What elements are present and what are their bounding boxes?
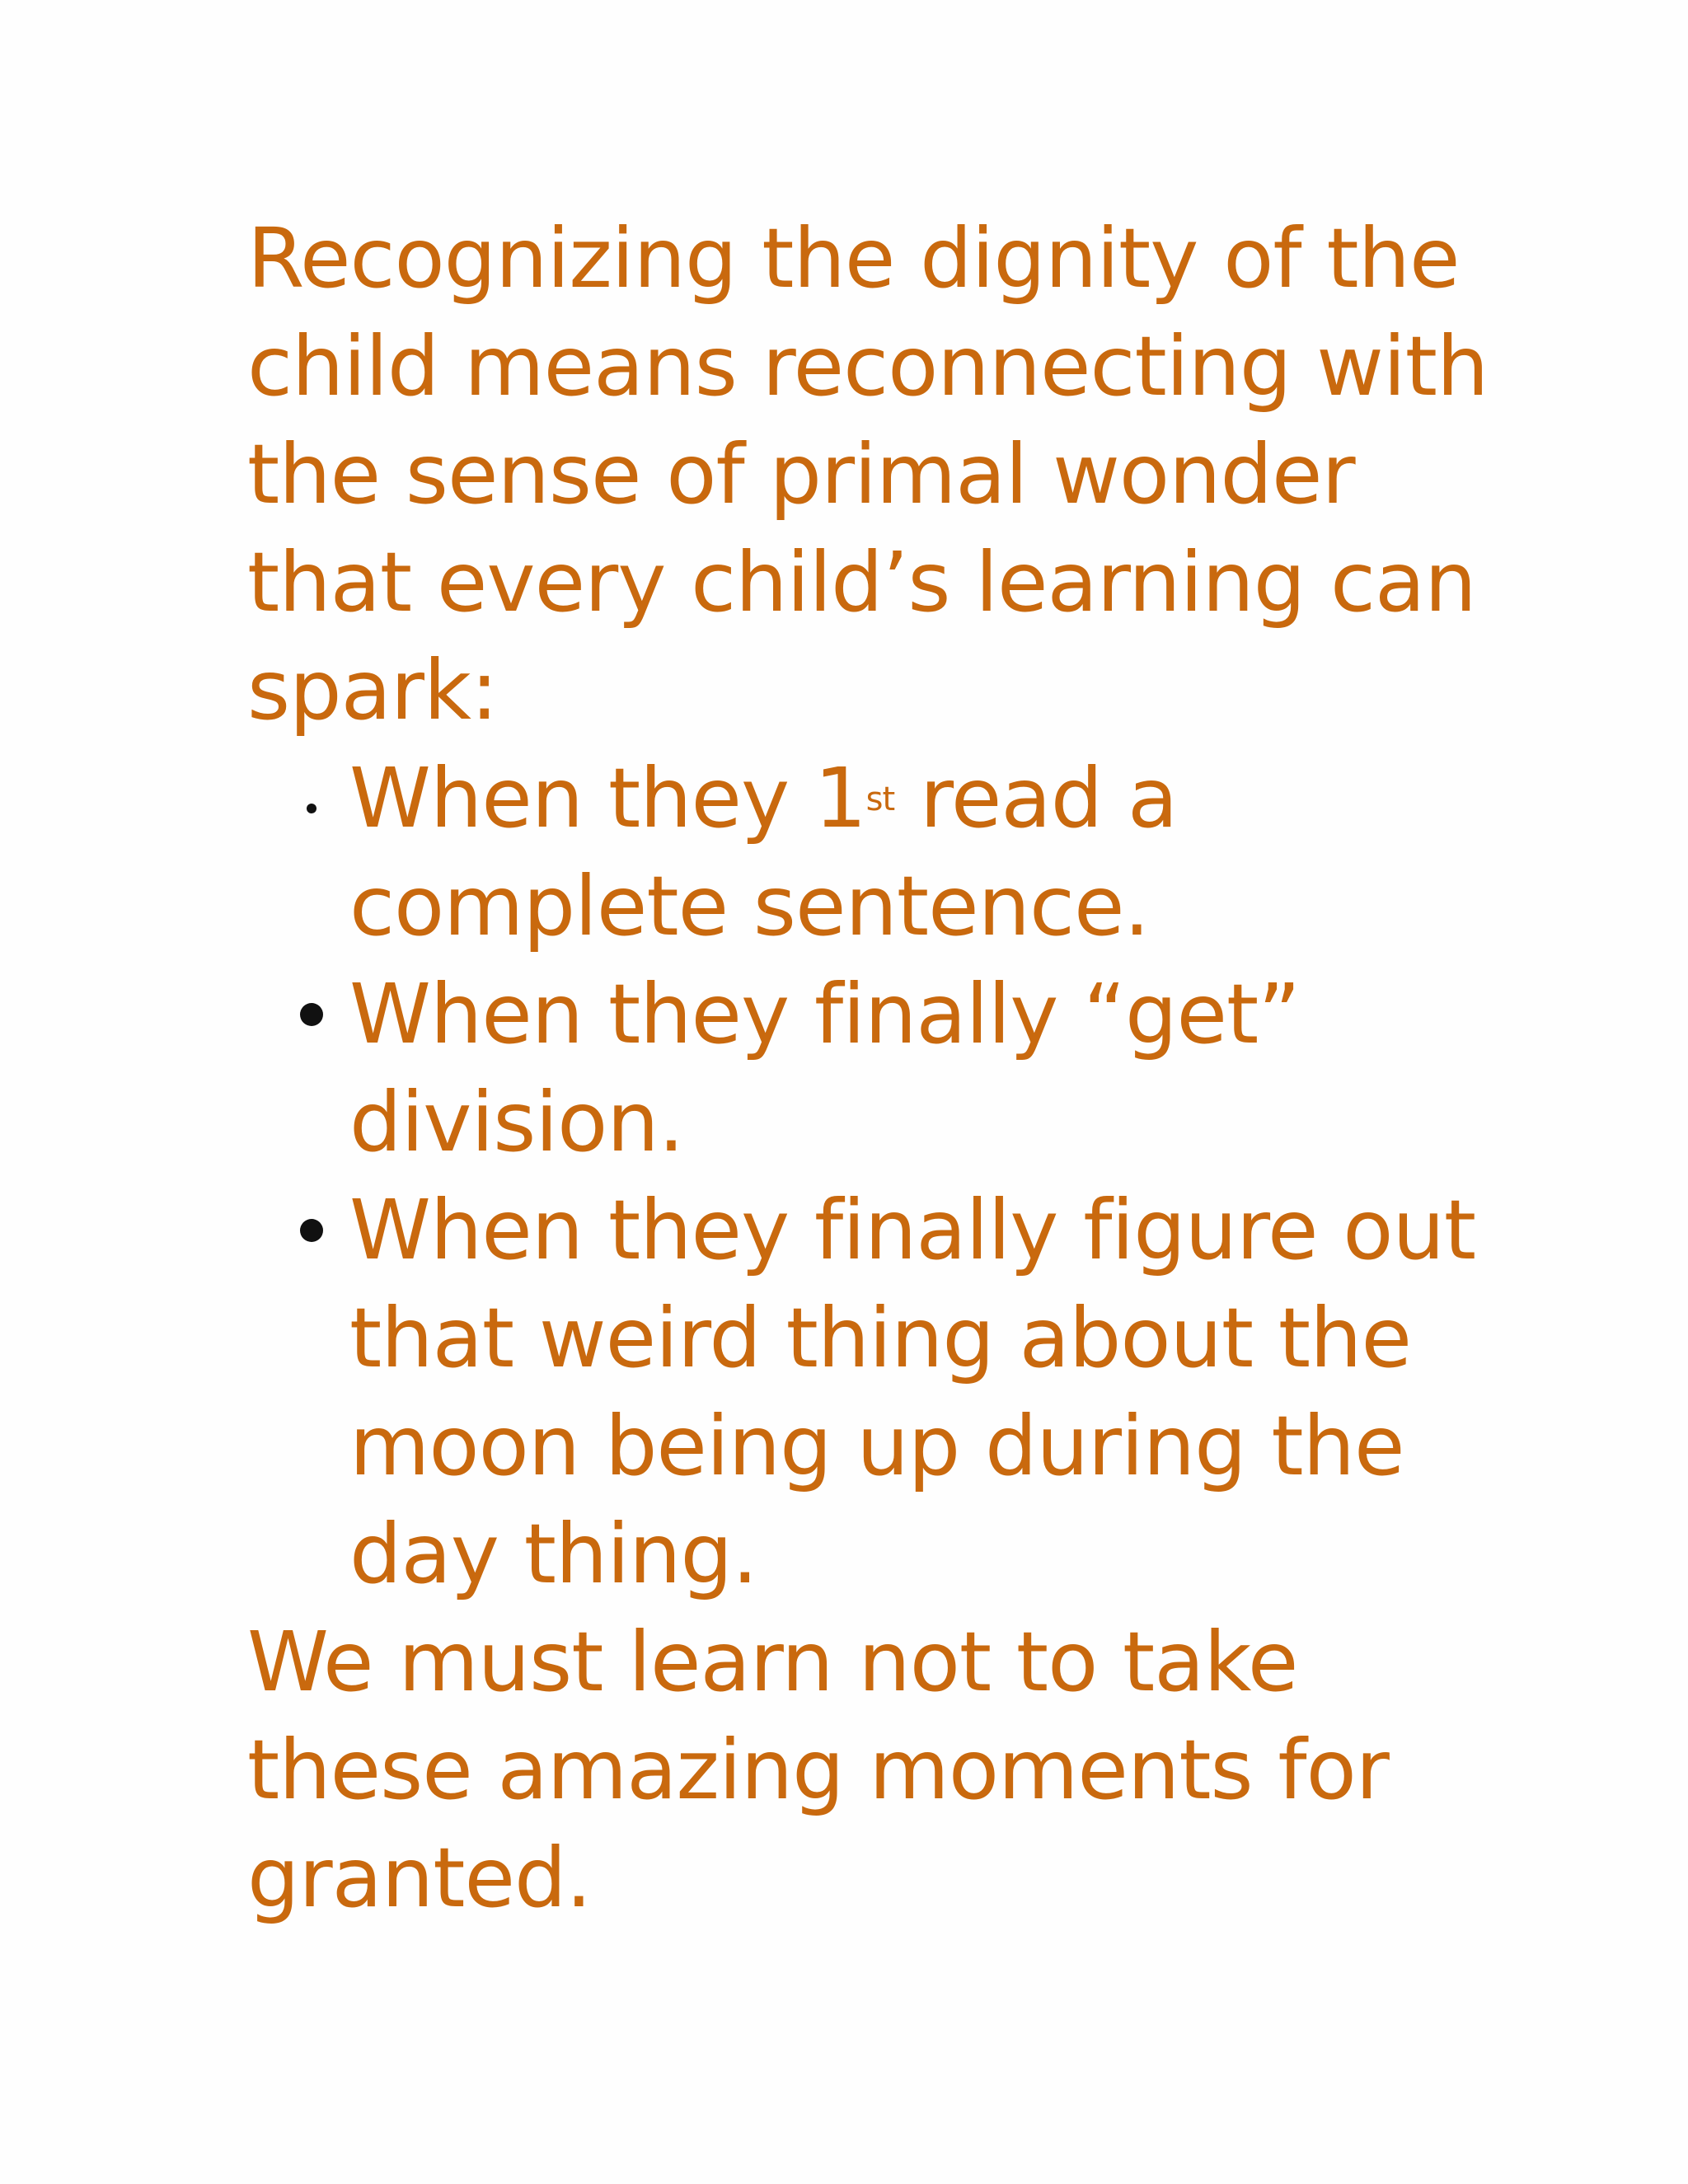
bullet-icon bbox=[300, 1003, 323, 1026]
document-body bbox=[247, 204, 1500, 1932]
list-item-text: When they finally “get” division. bbox=[349, 966, 1301, 1170]
bullet-list bbox=[247, 744, 1500, 1608]
list-item-text-start: When they 1 bbox=[349, 750, 866, 846]
list-item-text-end: read a complete sentence. bbox=[349, 750, 1178, 954]
bullet-icon bbox=[307, 804, 316, 813]
list-item bbox=[247, 744, 1500, 960]
list-item bbox=[247, 960, 1500, 1176]
intro-paragraph: Recognizing the dignity of the child means reconnecting with the sense of primal wonder that every child’s learning can spark: bbox=[247, 210, 1489, 738]
closing-paragraph: We must learn not to take these amazing moments for granted. bbox=[247, 1614, 1389, 1926]
list-item-text: When they finally figure out that weird thing about the moon being up during the day thing. bbox=[349, 1182, 1476, 1602]
bullet-icon bbox=[300, 1219, 323, 1242]
list-item bbox=[247, 1176, 1500, 1608]
ordinal-suffix: st bbox=[865, 780, 895, 818]
